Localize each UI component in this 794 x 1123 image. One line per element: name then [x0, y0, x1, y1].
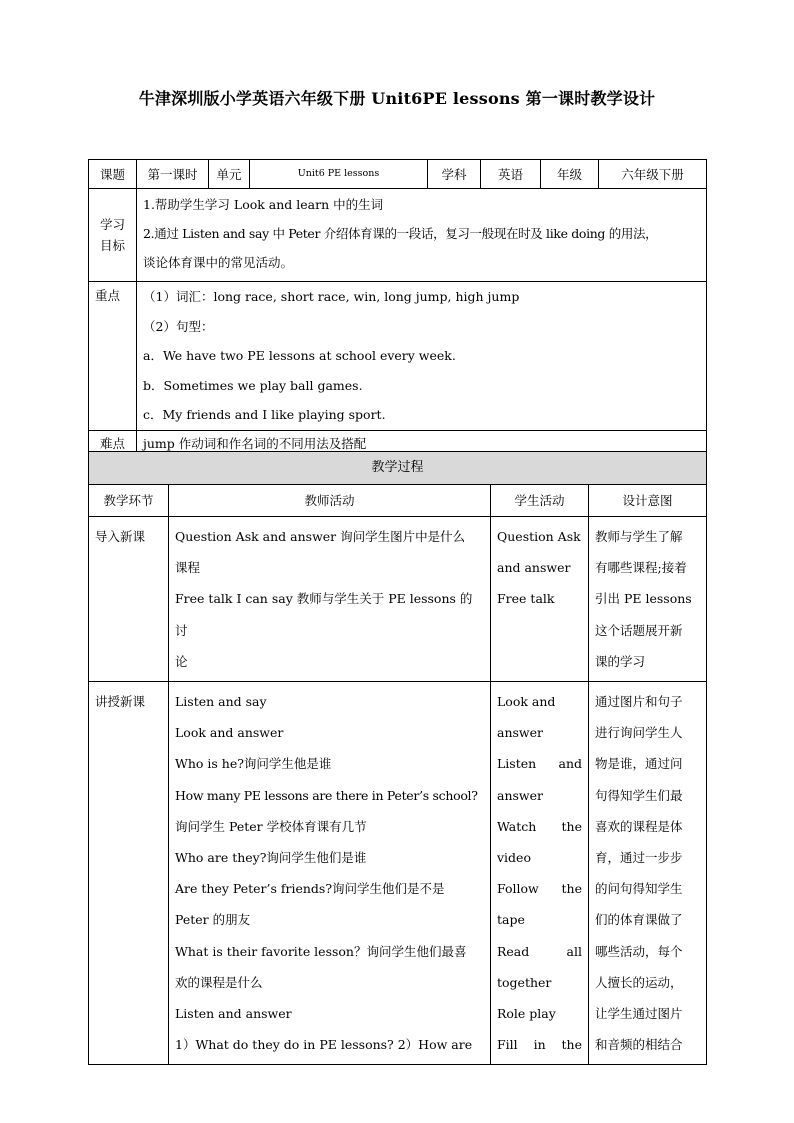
stage-text: 讲授新课 [95, 694, 146, 710]
table-row [89, 682, 707, 1065]
stage-cell [89, 517, 169, 682]
intent-line: 和音频的相结合 [595, 1037, 683, 1053]
student-line: video [497, 850, 531, 866]
teacher-line: Listen and say [175, 694, 267, 710]
intent-line: 进行询问学生人 [595, 725, 683, 741]
teacher-line: What is their favorite lesson？询问学生他们最喜 [175, 943, 467, 959]
objective-line: 2.通过 Listen and say 中 Peter 介绍体育课的一段话，复习一般现在时及 like doing 的用法， [143, 226, 658, 241]
key-point-line: c．My friends and I like playing sport. [143, 407, 386, 422]
teacher-line: How many PE lessons are there in Peter’s school? [175, 787, 478, 803]
stage-text: 导入新课 [95, 529, 146, 544]
lesson-info-table [88, 159, 707, 458]
key-points-content [137, 282, 707, 431]
teacher-activity-cell [169, 517, 491, 682]
teacher-line: 1）What do they do in PE lessons? 2）How are [175, 1037, 473, 1053]
teacher-line: Who is he?询问学生他是谁 [175, 756, 332, 772]
table-row [89, 517, 707, 682]
teacher-activity-cell [169, 682, 491, 1065]
intent-line: 们的体育课做了 [595, 912, 683, 928]
header-intent: 设计意图 [589, 485, 707, 517]
student-line: Role play [497, 1006, 556, 1022]
header-student: 学生活动 [491, 485, 589, 517]
intent-line: 喜欢的课程是体 [595, 818, 683, 834]
student-activity-cell [491, 682, 589, 1065]
key-point-line: b．Sometimes we play ball games. [143, 377, 363, 393]
objectives-label-line-1: 学习 [99, 217, 125, 232]
objective-line: 1.帮助学生学习 Look and learn 中的生词 [143, 197, 384, 212]
teacher-line: Look and answer [175, 725, 284, 741]
teacher-line: Question Ask and answer 询问学生图片中是什么 [175, 529, 466, 544]
student-line: Listen and [497, 756, 582, 772]
teacher-line: 询问学生 Peter 学校体育课有几节 [175, 818, 367, 834]
intent-line: 通过图片和句子 [595, 694, 683, 710]
teaching-process-table [88, 451, 707, 1065]
student-line: Read all [497, 943, 582, 959]
intent-line: 育，通过一步步 [595, 850, 683, 866]
intent-line: 有哪些课程;接着 [595, 560, 687, 576]
difficulty-content: jump 作动词和作名词的不同用法及搭配 [137, 430, 707, 457]
student-line: Follow the [497, 881, 582, 897]
teacher-line: Peter 的朋友 [175, 912, 251, 928]
teacher-line: Are they Peter’s friends?询问学生他们是不是 [175, 881, 445, 897]
student-line: tape [497, 912, 525, 928]
difficulty-label: 难点 [89, 430, 137, 457]
student-line: Look and [497, 694, 556, 710]
teacher-line: Free talk I can say 教师与学生关于 PE lessons 的讨 [175, 591, 473, 638]
intent-line: 这个话题展开新 [595, 622, 683, 638]
intent-cell [589, 517, 707, 682]
student-line: answer [497, 787, 543, 803]
header-stage: 教学环节 [89, 485, 169, 517]
intent-line: 句得知学生们最 [595, 787, 683, 803]
unit-value: Unit6 PE lessons [250, 160, 428, 189]
student-line: answer [497, 725, 543, 741]
key-point-line: a．We have two PE lessons at school every week. [143, 348, 456, 363]
intent-line: 物是谁，通过问 [595, 756, 683, 772]
student-line: and answer [497, 560, 571, 576]
student-line: together [497, 974, 552, 990]
student-line: Fill in the [497, 1037, 582, 1053]
header-teacher: 教师活动 [169, 485, 491, 517]
student-line: Question Ask [497, 529, 581, 544]
key-point-line: （1）词汇：long race, short race, win, long jump, high jump [143, 289, 520, 304]
objectives-content [137, 189, 707, 282]
intent-cell [589, 682, 707, 1065]
intent-line: 课的学习 [595, 653, 646, 669]
objectives-label-line-2: 目标 [99, 238, 125, 253]
intent-line: 让学生通过图片 [595, 1006, 683, 1022]
objectives-label [89, 189, 137, 282]
intent-line: 教师与学生了解 [595, 529, 683, 544]
grade-label: 年级 [541, 160, 599, 189]
lesson-value: 第一课时 [137, 160, 209, 189]
key-point-line: （2）句型： [143, 318, 214, 334]
intent-line: 引出 PE lessons [595, 591, 692, 607]
teacher-line: 欢的课程是什么 [175, 974, 263, 990]
unit-label: 单元 [209, 160, 250, 189]
subject-value: 英语 [481, 160, 541, 189]
teacher-line: 课程 [175, 560, 201, 576]
objective-line: 谈论体育课中的常见活动。 [143, 255, 294, 270]
key-points-label: 重点 [89, 282, 137, 431]
intent-line: 人擅长的运动， [595, 974, 683, 990]
student-line: Watch the [497, 818, 582, 834]
student-line: Free talk [497, 591, 555, 607]
teacher-line: 论 [175, 653, 188, 669]
lesson-label: 课题 [89, 160, 137, 189]
process-band-title: 教学过程 [89, 452, 707, 485]
grade-value: 六年级下册 [599, 160, 707, 189]
teacher-line: Who are they?询问学生他们是谁 [175, 850, 367, 866]
page-title: 牛津深圳版小学英语六年级下册 Unit6PE lessons 第一课时教学设计 [138, 89, 656, 108]
subject-label: 学科 [428, 160, 481, 189]
stage-cell [89, 682, 169, 1065]
teacher-line: Listen and answer [175, 1006, 292, 1022]
intent-line: 哪些活动，每个 [595, 943, 683, 959]
student-activity-cell [491, 517, 589, 682]
intent-line: 的问句得知学生 [595, 881, 683, 897]
